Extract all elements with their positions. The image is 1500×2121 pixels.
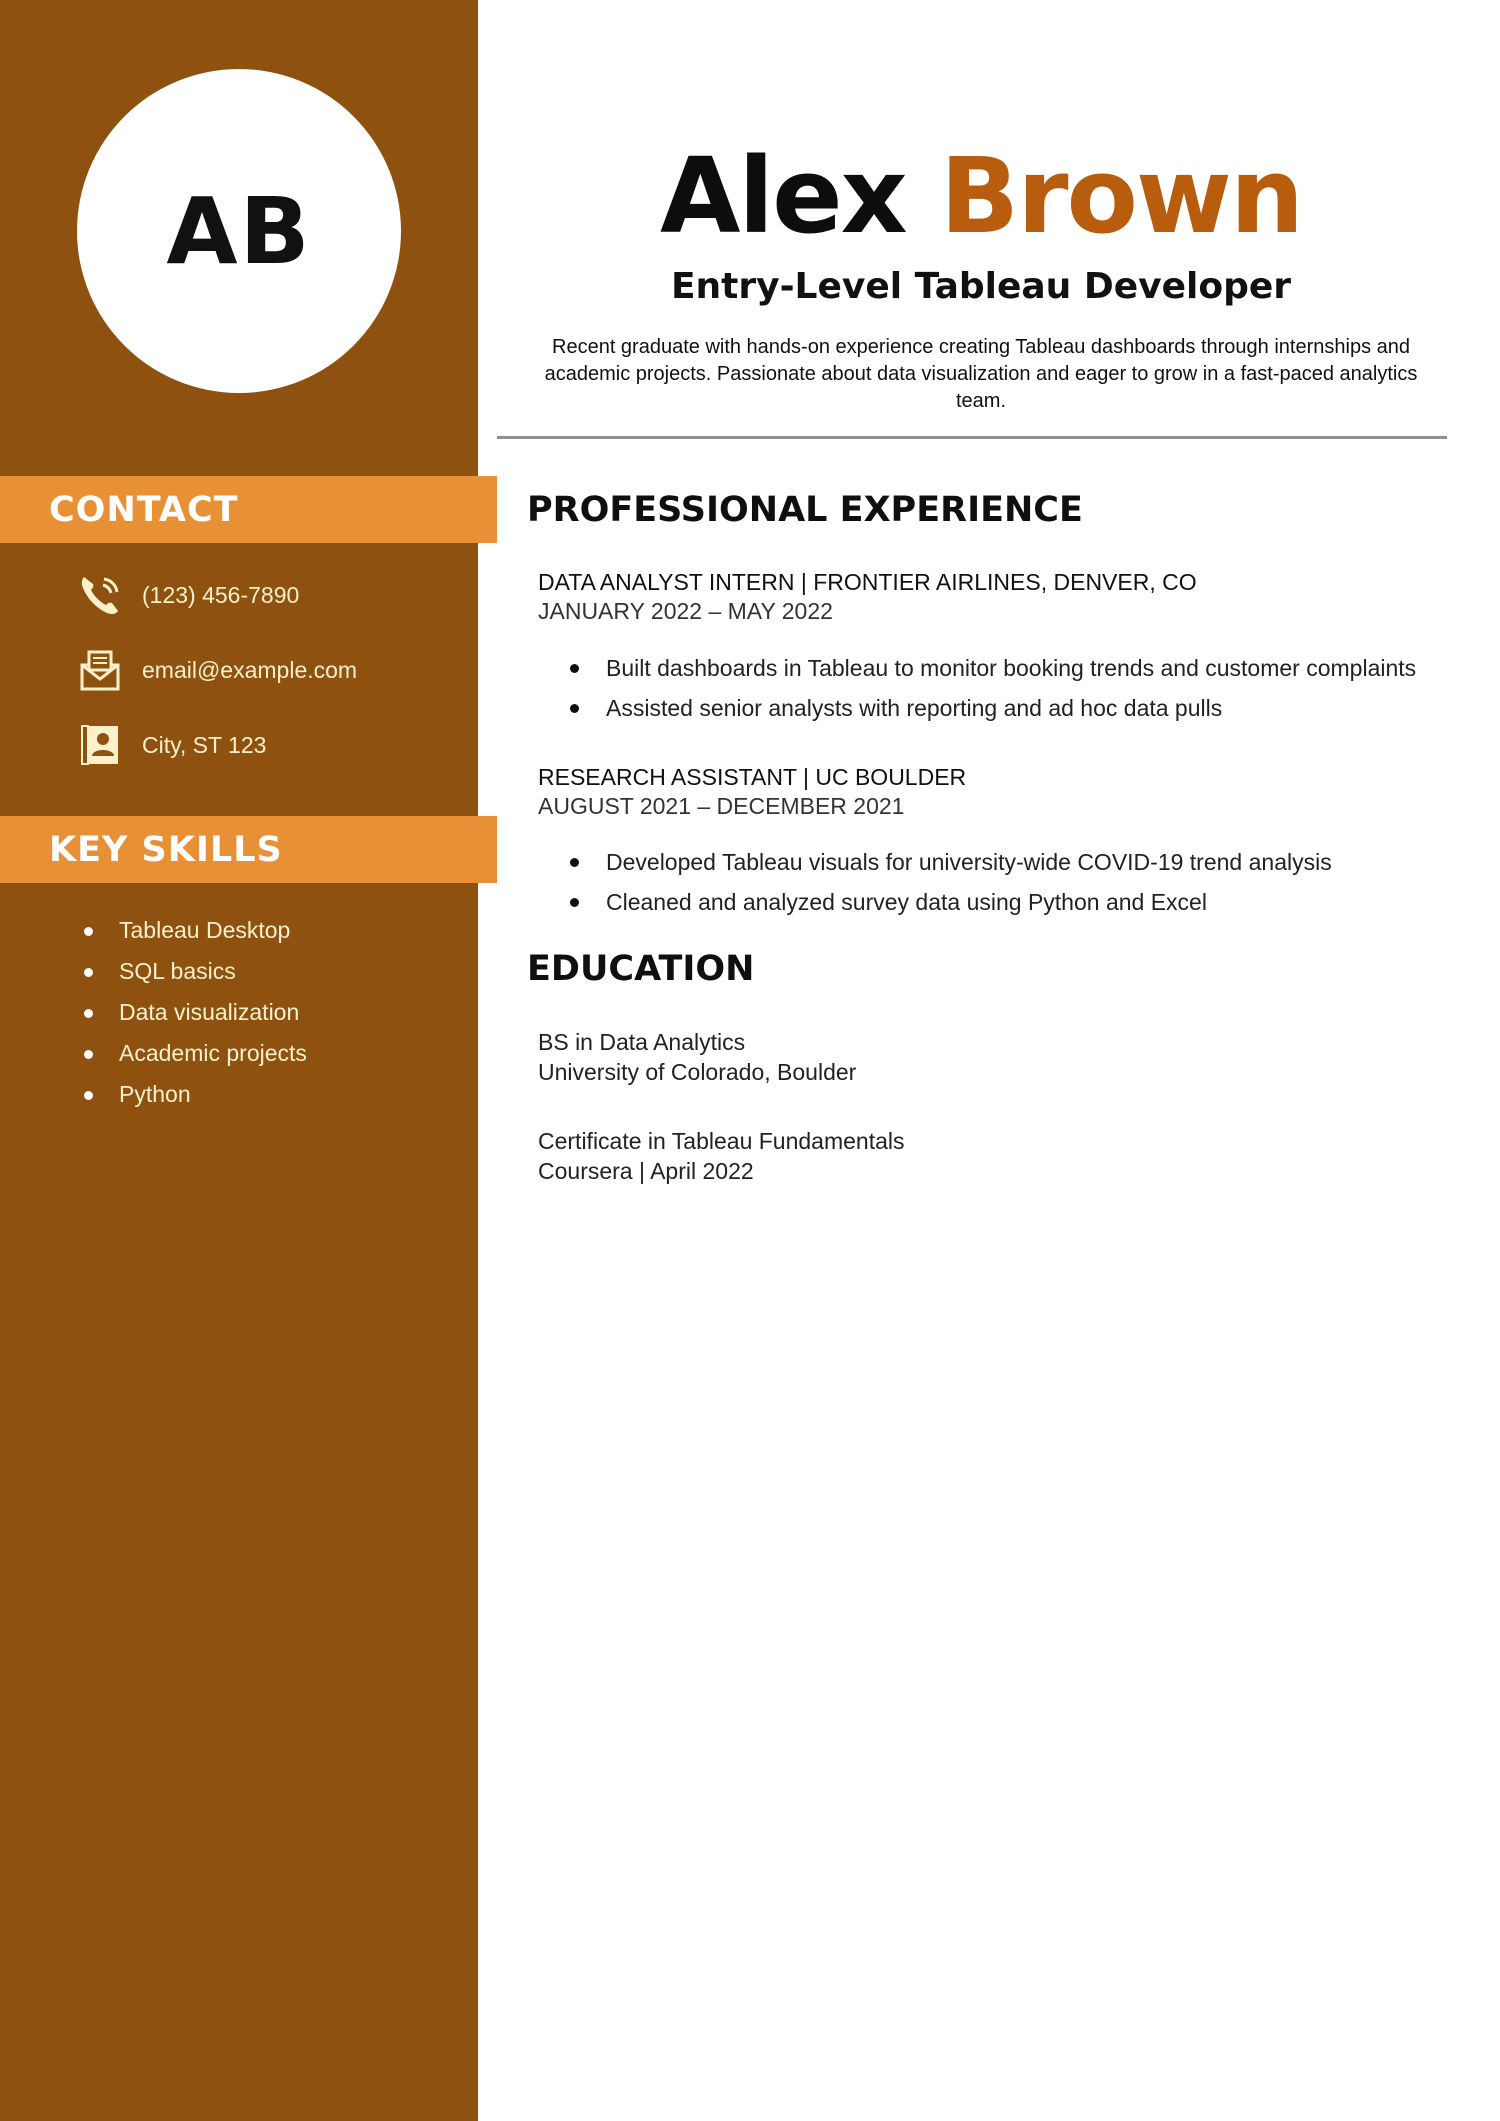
skill-item: Python bbox=[80, 1074, 307, 1115]
job-bullets bbox=[568, 648, 1416, 728]
contact-heading: CONTACT bbox=[49, 490, 239, 530]
job-title-headline: Entry-Level Tableau Developer bbox=[670, 266, 1292, 307]
email-text: email@example.com bbox=[142, 656, 358, 683]
skill-item: Academic projects bbox=[80, 1033, 307, 1074]
monogram-initials: AB bbox=[166, 177, 312, 285]
skills-heading-band bbox=[0, 816, 497, 883]
certificate: Certificate in Tableau Fundamentals bbox=[538, 1128, 905, 1154]
header-divider bbox=[497, 436, 1447, 439]
address-text: City, ST 123 bbox=[142, 731, 267, 758]
contact-address bbox=[78, 720, 266, 770]
institution: University of Colorado, Boulder bbox=[538, 1059, 857, 1085]
phone-icon bbox=[78, 573, 122, 617]
degree: BS in Data Analytics bbox=[538, 1029, 746, 1055]
contact-email bbox=[78, 645, 357, 695]
job-bullet: Developed Tableau visuals for university-wide COVID-19 trend analysis bbox=[568, 842, 1332, 882]
job-title: RESEARCH ASSISTANT | UC BOULDER bbox=[538, 764, 967, 790]
education-heading: EDUCATION bbox=[527, 949, 755, 989]
job-dates: JANUARY 2022 – MAY 2022 bbox=[538, 598, 833, 624]
sidebar bbox=[0, 0, 478, 2121]
candidate-name bbox=[498, 136, 1464, 256]
skills-list bbox=[80, 910, 307, 1115]
envelope-icon bbox=[78, 648, 122, 692]
skill-item: Tableau Desktop bbox=[80, 910, 307, 951]
monogram-avatar bbox=[77, 69, 401, 393]
first-name: Alex bbox=[659, 135, 906, 257]
skill-item: SQL basics bbox=[80, 951, 307, 992]
job-bullet: Assisted senior analysts with reporting and ad hoc data pulls bbox=[568, 688, 1416, 728]
contact-heading-band bbox=[0, 476, 497, 543]
contact-phone bbox=[78, 570, 299, 620]
education-entry bbox=[538, 1126, 905, 1186]
skill-item: Data visualization bbox=[80, 992, 307, 1033]
phone-text: (123) 456-7890 bbox=[142, 581, 300, 608]
education-entry bbox=[538, 1027, 856, 1087]
job-bullet: Built dashboards in Tableau to monitor booking trends and customer complaints bbox=[568, 648, 1416, 688]
job-title: DATA ANALYST INTERN | FRONTIER AIRLINES, DENVER, CO bbox=[538, 569, 1197, 595]
job-bullet: Cleaned and analyzed survey data using Python and Excel bbox=[568, 882, 1332, 922]
experience-heading: PROFESSIONAL EXPERIENCE bbox=[527, 490, 1083, 530]
job-dates: AUGUST 2021 – DECEMBER 2021 bbox=[538, 793, 905, 819]
issuer: Coursera | April 2022 bbox=[538, 1158, 754, 1184]
last-name: Brown bbox=[939, 135, 1303, 257]
summary-paragraph: Recent graduate with hands-on experience creating Tableau dashboards through internships and academic projects. Passionate about data visualization and eager to grow in a fast-paced analytics team. bbox=[544, 336, 1418, 412]
job-bullets bbox=[568, 842, 1332, 922]
skills-heading: KEY SKILLS bbox=[49, 830, 283, 870]
address-book-icon bbox=[78, 723, 122, 767]
